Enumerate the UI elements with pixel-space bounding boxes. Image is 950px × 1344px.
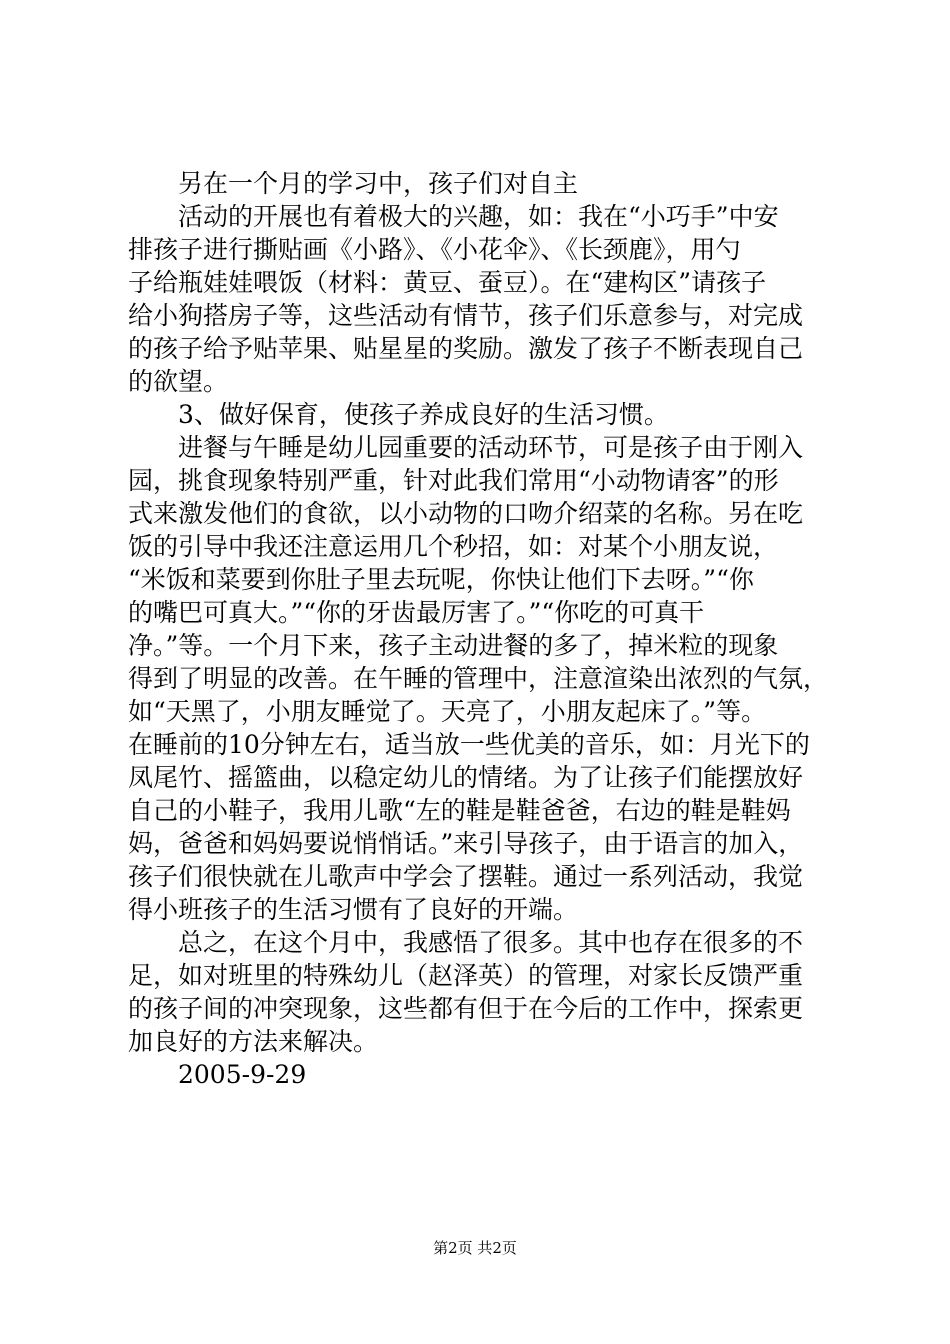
document-date: 2005-9-29 — [128, 1060, 307, 1089]
paragraph-line: 在睡前的10分钟左右，适当放一些优美的音乐，如：月光下的 — [128, 730, 810, 759]
paragraph-line: 给小狗搭房子等，这些活动有情节，孩子们乐意参与，对完成 — [128, 301, 804, 330]
paragraph-line: 的嘴巴可真大。”“你的牙齿最厉害了。”“你吃的可真干 — [128, 598, 705, 627]
paragraph-line: 子给瓶娃娃喂饭（材料：黄豆、蚕豆）。在“建构区”请孩子 — [128, 268, 767, 297]
paragraph-line: 的孩子给予贴苹果、贴星星的奖励。激发了孩子不断表现自己 — [128, 334, 804, 363]
paragraph-line: 加良好的方法来解决。 — [128, 1027, 379, 1056]
paragraph-line: 另在一个月的学习中，孩子们对自主 — [128, 169, 579, 198]
paragraph-line: 排孩子进行撕贴画《小路》、《小花伞》、《长颈鹿》，用勺 — [128, 235, 741, 264]
paragraph-line: 自己的小鞋子，我用儿歌“左的鞋是鞋爸爸，右边的鞋是鞋妈 — [128, 796, 791, 825]
paragraph-line: 净。”等。一个月下来，孩子主动进餐的多了，掉米粒的现象 — [128, 631, 779, 660]
paragraph-line: 进餐与午睡是幼儿园重要的活动环节，可是孩子由于刚入 — [128, 433, 804, 462]
paragraph-line: 式来激发他们的食欲，以小动物的口吻介绍菜的名称。另在吃 — [128, 499, 804, 528]
section-heading: 3、做好保育，使孩子养成良好的生活习惯。 — [128, 400, 669, 429]
page-number-footer: 第2页 共2页 — [433, 1239, 517, 1257]
paragraph-line: 得小班孩子的生活习惯有了良好的开端。 — [128, 895, 579, 924]
paragraph-line: 如“天黑了，小朋友睡觉了。天亮了，小朋友起床了。”等。 — [128, 697, 767, 726]
paragraph-line: 园，挑食现象特别严重，针对此我们常用“小动物请客”的形 — [128, 466, 779, 495]
paragraph-line: 总之，在这个月中，我感悟了很多。其中也存在很多的不 — [128, 928, 804, 957]
paragraph-line: 妈，爸爸和妈妈要说悄悄话。”来引导孩子，由于语言的加入， — [128, 829, 804, 858]
paragraph-line: 足，如对班里的特殊幼儿（赵泽英）的管理，对家长反馈严重 — [128, 961, 804, 990]
paragraph-line: 的欲望。 — [128, 367, 229, 396]
paragraph-line: 孩子们很快就在儿歌声中学会了摆鞋。通过一系列活动，我觉 — [128, 862, 804, 891]
paragraph-line: “米饭和菜要到你肚子里去玩呢，你快让他们下去呀。”“你 — [128, 565, 754, 594]
paragraph-line: 活动的开展也有着极大的兴趣，如：我在“小巧手”中安 — [128, 202, 779, 231]
paragraph-line: 凤尾竹、摇篮曲，以稳定幼儿的情绪。为了让孩子们能摆放好 — [128, 763, 804, 792]
paragraph-line: 的孩子间的冲突现象，这些都有但于在今后的工作中，探索更 — [128, 994, 804, 1023]
paragraph-line: 得到了明显的改善。在午睡的管理中，注意渲染出浓烈的气氛， — [128, 664, 829, 693]
paragraph-line: 饭的引导中我还注意运用几个秒招，如：对某个小朋友说， — [128, 532, 779, 561]
